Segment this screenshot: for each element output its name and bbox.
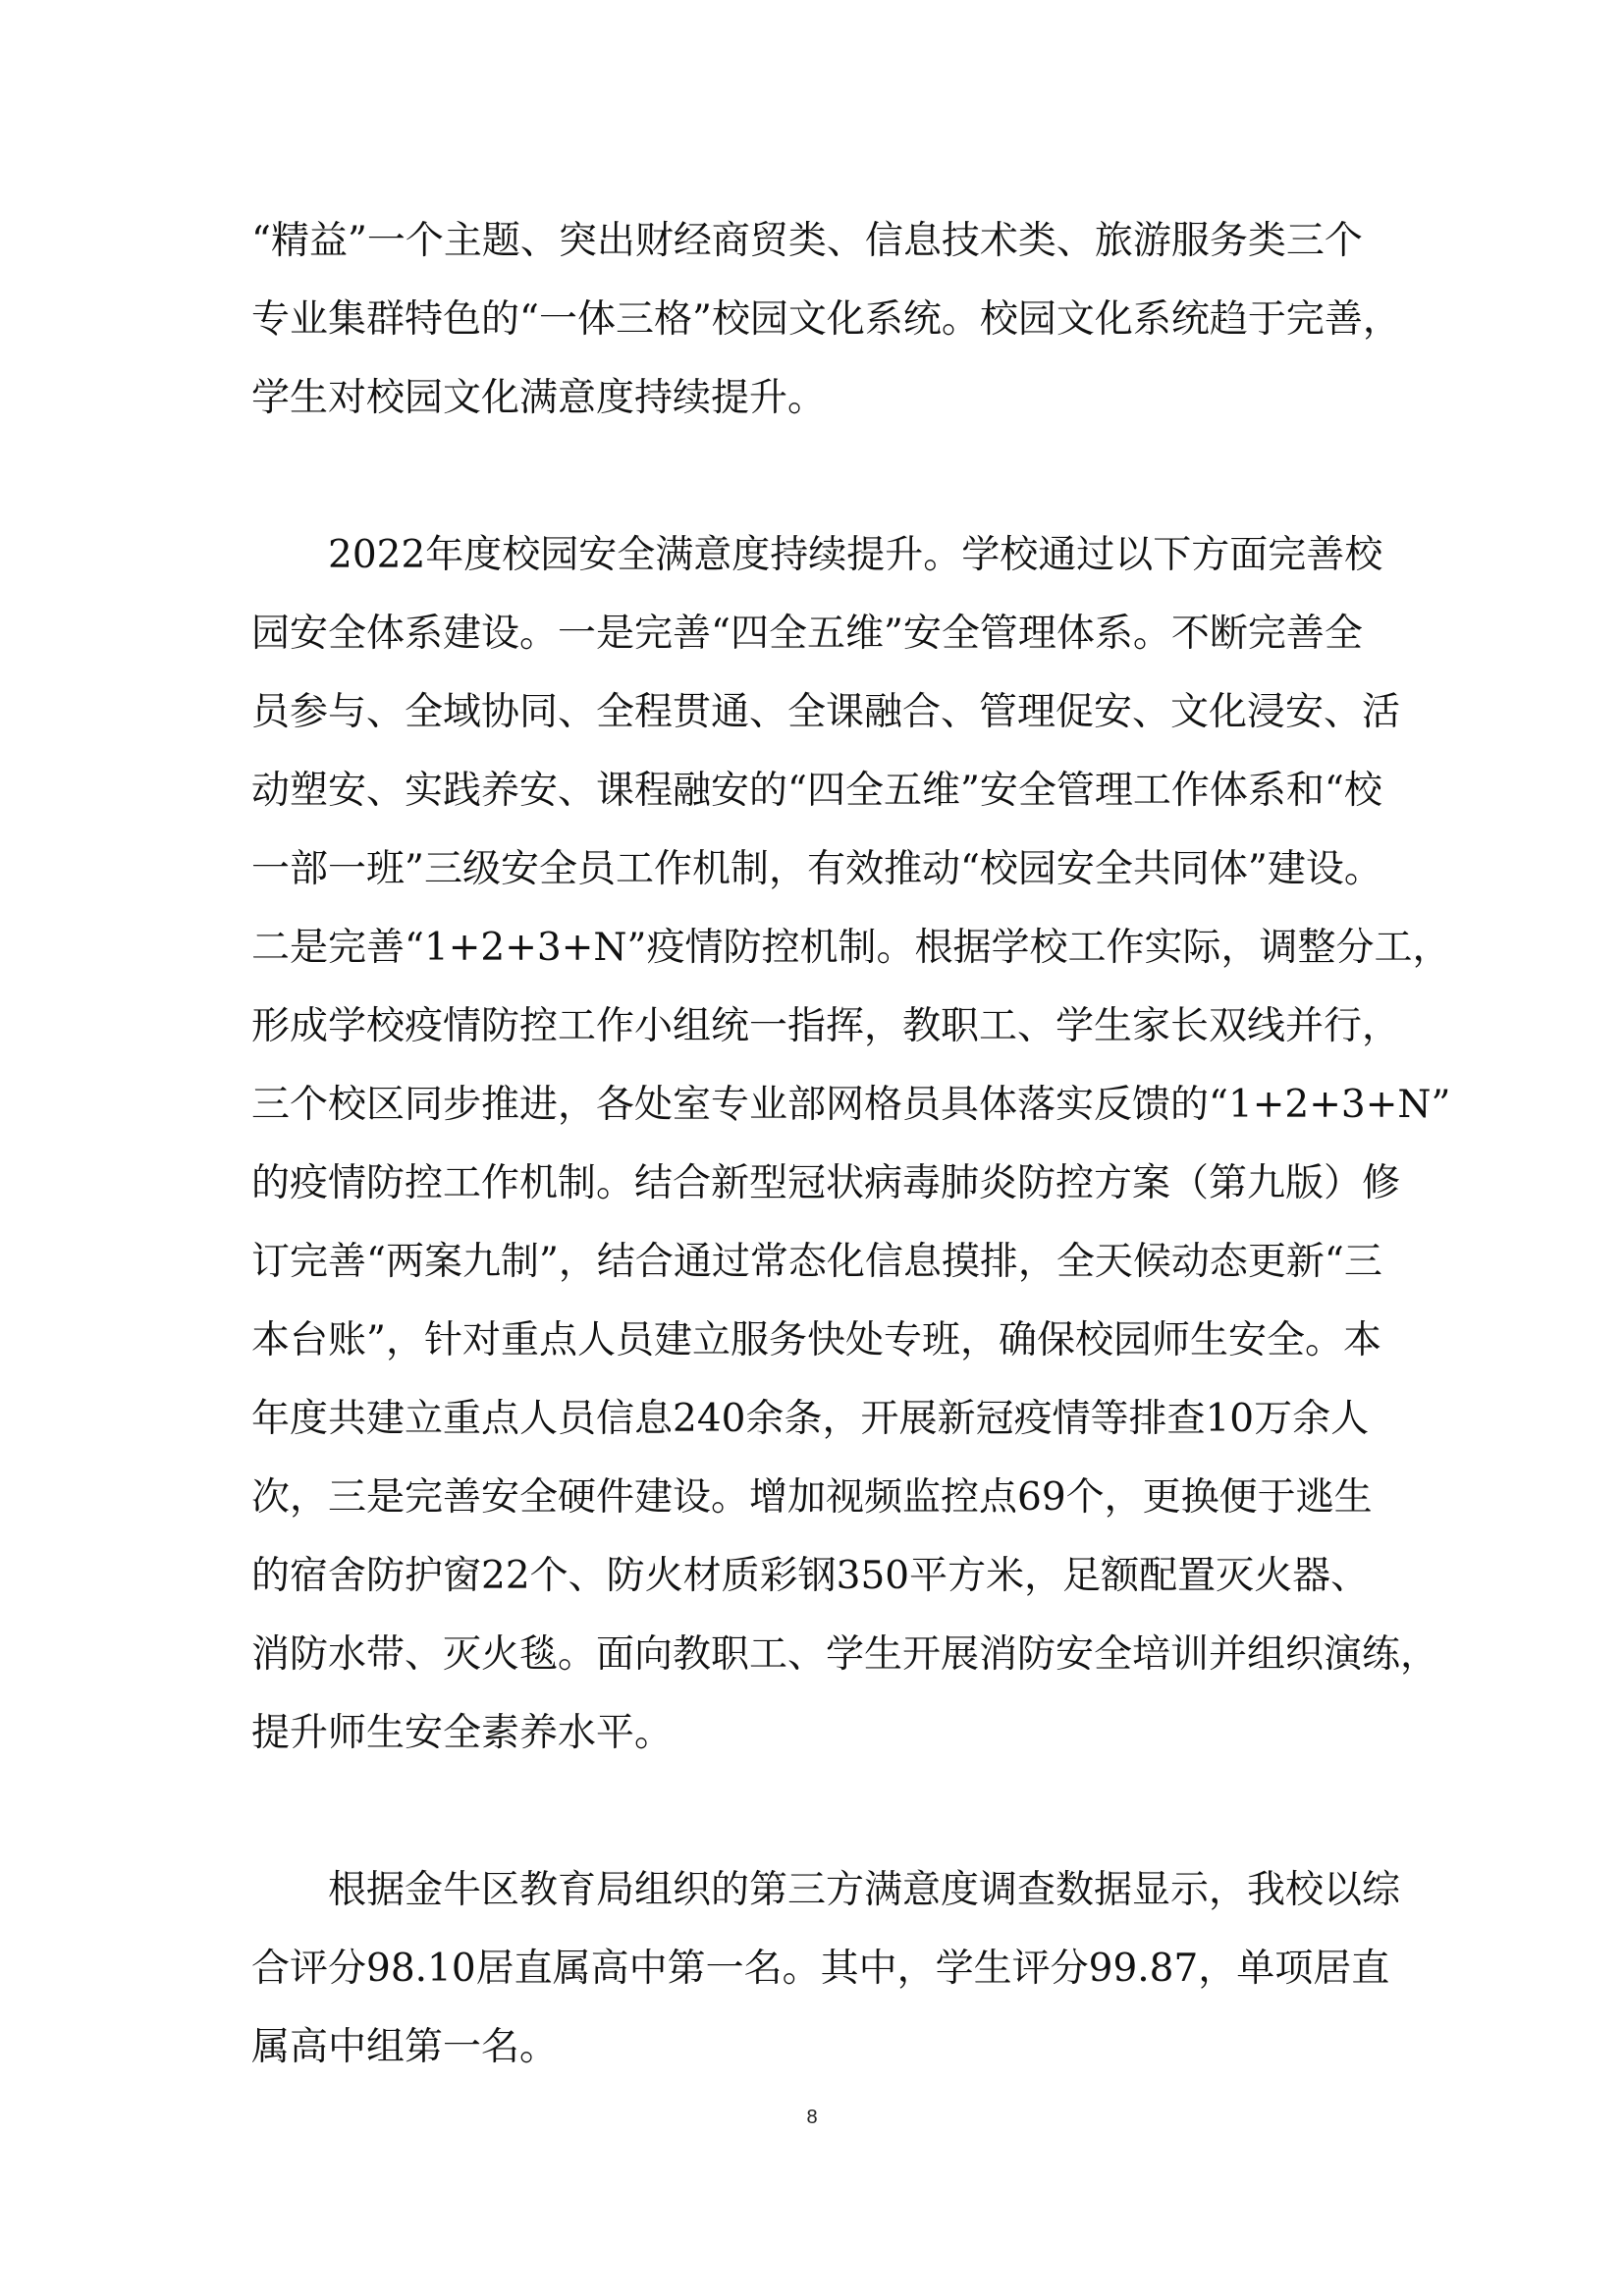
text-line: 专业集群特色的“一体三格”校园文化系统。校园文化系统趋于完善，	[251, 297, 1401, 342]
text-line: 订完善“两案九制”，结合通过常态化信息摸排，全天候动态更新“三	[251, 1240, 1382, 1284]
text-line: 形成学校疫情防控工作小组统一指挥，教职工、学生家长双线并行，	[251, 1004, 1401, 1048]
page-number: 8	[806, 2107, 818, 2128]
text-line: 动塑安、实践养安、课程融安的“四全五维”安全管理工作体系和“校	[251, 769, 1382, 813]
text-line: 的疫情防控工作机制。结合新型冠状病毒肺炎防控方案（第九版）修	[251, 1161, 1401, 1205]
body-text	[251, 202, 1451, 2087]
text-line: 一部一班”三级安全员工作机制，有效推动“校园安全共同体”建设。	[251, 847, 1382, 891]
text-line: 年度共建立重点人员信息240余条，开展新冠疫情等排查10万余人	[251, 1397, 1370, 1441]
text-line: 2022年度校园安全满意度持续提升。学校通过以下方面完善校	[328, 533, 1383, 577]
text-line: 提升师生安全素养水平。	[251, 1711, 674, 1755]
text-line: “精益”一个主题、突出财经商贸类、信息技术类、旅游服务类三个	[251, 219, 1363, 263]
text-line: 二是完善“1+2+3+N”疫情防控机制。根据学校工作实际，调整分工，	[251, 926, 1451, 970]
text-line: 次，三是完善安全硬件建设。增加视频监控点69个，更换便于逃生	[251, 1475, 1373, 1520]
paragraph-satisfaction-survey	[251, 1851, 1401, 2087]
text-line: 的宿舍防护窗22个、防火材质彩钢350平方米，足额配置灭火器、	[251, 1554, 1370, 1598]
text-line: 消防水带、灭火毯。面向教职工、学生开展消防安全培训并组织演练，	[251, 1632, 1439, 1677]
paragraph-campus-culture	[251, 202, 1401, 438]
text-line: 员参与、全域协同、全程贯通、全课融合、管理促安、文化浸安、活	[251, 690, 1401, 734]
text-line: 合评分98.10居直属高中第一名。其中，学生评分99.87，单项居直	[251, 1947, 1390, 1991]
text-line: 本台账”，针对重点人员建立服务快处专班，确保校园师生安全。本	[251, 1318, 1381, 1362]
text-line: 三个校区同步推进，各处室专业部网格员具体落实反馈的“1+2+3+N”	[251, 1083, 1451, 1127]
paragraph-spacer	[251, 438, 1390, 516]
paragraph-spacer	[251, 1773, 1390, 1851]
text-line: 根据金牛区教育局组织的第三方满意度调查数据显示，我校以综	[328, 1868, 1401, 1912]
text-line: 属高中组第一名。	[251, 2025, 559, 2069]
text-line: 园安全体系建设。一是完善“四全五维”安全管理体系。不断完善全	[251, 612, 1363, 656]
text-line: 学生对校园文化满意度持续提升。	[251, 376, 827, 420]
paragraph-campus-safety	[251, 516, 1451, 1773]
